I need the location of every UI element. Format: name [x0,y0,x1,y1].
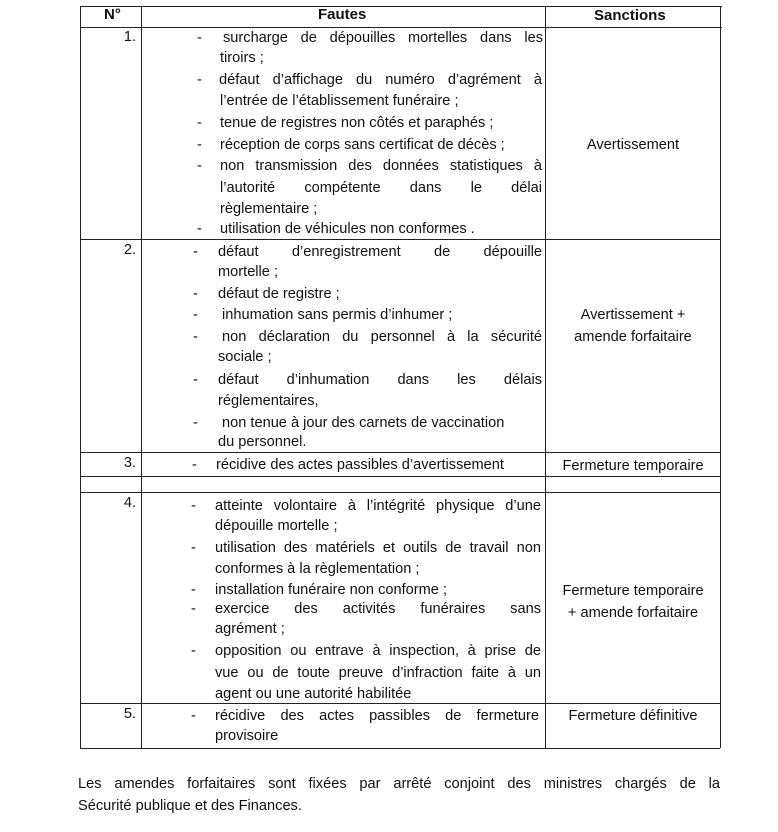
faute-line: opposition ou entrave à inspection, à prise de [215,643,541,659]
faute-line: surcharge de dépouilles mortelles dans les [223,30,543,46]
faute-line: tenue de registres non côtés et paraphés ; [220,115,494,131]
faute-line: utilisation de véhicules non conformes . [220,221,475,237]
faute-line: l’autorité compétente dans le délai [220,180,542,196]
faute-line: provisoire [215,728,279,744]
bullet-dash: - [191,498,196,514]
bullet-dash: - [197,30,202,46]
faute-line: non déclaration du personnel à la sécurité [222,329,542,345]
faute-line: récidive des actes passibles d’avertissement [216,457,504,473]
faute-line: vue ou de toute preuve d’infraction faite à un [215,665,541,681]
row-4-number: 4. [123,495,136,511]
faute-line: l’entrée de l’établissement funéraire ; [220,93,459,109]
footnote-line: Les amendes forfaitaires sont fixées par arrêté conjoint des ministres chargés de la [78,776,720,792]
bullet-dash: - [193,307,198,323]
faute-line: inhumation sans permis d’inhumer ; [222,307,453,323]
bullet-dash: - [193,286,198,302]
faute-line: défaut d’affichage du numéro d’agrément à [219,72,542,88]
bullet-dash: - [193,329,198,345]
column-divider [141,6,142,748]
sanction-line: Fermeture définitive [568,708,698,724]
row-3-number: 3. [123,455,136,471]
header-fautes: Fautes [318,6,367,23]
faute-line: défaut de registre ; [218,286,340,302]
bullet-dash: - [197,115,202,131]
sanction-line: amende forfaitaire [574,329,692,345]
bullet-dash: - [193,372,198,388]
faute-line: réglementaires, [218,393,319,409]
faute-line: non transmission des données statistiques à [220,158,542,174]
table-bottom-border [80,748,720,749]
header-num: N° [104,6,121,23]
bullet-dash: - [197,137,202,153]
row-divider [80,239,720,240]
faute-line: installation funéraire non conforme ; [215,582,448,598]
faute-line: agrément ; [215,621,285,637]
sanction-line: Avertissement + [580,307,686,323]
faute-line: exercice des activités funéraires sans [215,601,541,617]
faute-line: utilisation des matériels et outils de travail non [215,540,541,556]
faute-line: sociale ; [218,349,272,365]
faute-line: récidive des actes passibles de fermeture [215,708,539,724]
column-divider [545,6,546,748]
row-2-number: 2. [123,242,136,258]
bullet-dash: - [191,540,196,556]
bullet-dash: - [191,601,196,617]
faute-line: défaut d’enregistrement de dépouille [218,244,542,260]
footnote [78,773,720,817]
faute-line: défaut d’inhumation dans les délais [218,372,542,388]
sanction-line: Fermeture temporaire [562,458,704,474]
bullet-dash: - [193,415,198,431]
bullet-dash: - [191,643,196,659]
bullet-dash: - [191,708,196,724]
faute-line: règlementaire ; [220,201,318,217]
table-left-border [80,6,81,748]
footnote-line: Sécurité publique et des Finances. [78,798,302,814]
row-5-number: 5. [123,706,136,722]
row-divider [80,452,720,453]
faute-line: réception de corps sans certificat de décès ; [220,137,505,153]
table-right-border [720,6,721,748]
faute-line: dépouille mortelle ; [215,518,338,534]
row-1-number: 1. [123,29,136,45]
faute-line: conformes à la règlementation ; [215,561,420,577]
bullet-dash: - [197,72,202,88]
bullet-dash: - [197,158,202,174]
bullet-dash: - [197,221,202,237]
bullet-dash: - [191,582,196,598]
bullet-dash: - [193,244,198,260]
sanction-line: Fermeture temporaire [562,583,704,599]
sanction-line: Avertissement [586,137,680,153]
faute-line: agent ou une autorité habilitée [215,686,412,702]
bullet-dash: - [192,457,197,473]
faute-line: mortelle ; [218,264,279,280]
faute-line: du personnel. [218,434,307,450]
faute-line: tiroirs ; [220,50,264,66]
sanction-line: + amende forfaitaire [567,605,699,621]
faute-line: non tenue à jour des carnets de vaccination [222,415,505,431]
faute-line: atteinte volontaire à l’intégrité physique d’une [215,498,541,514]
row-divider [80,492,720,493]
header-sanctions: Sanctions [594,7,666,24]
